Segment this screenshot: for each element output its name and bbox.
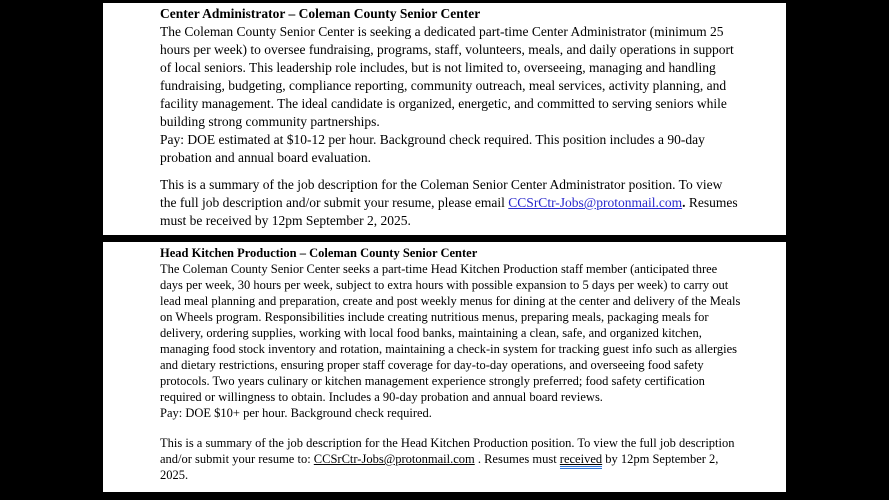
job-posting-head-kitchen-production bbox=[103, 242, 786, 492]
summary-paragraph bbox=[160, 435, 742, 483]
summary-paragraph bbox=[160, 176, 742, 230]
after-email-text: . bbox=[682, 195, 686, 210]
document-content bbox=[103, 3, 786, 230]
pay-line: Pay: DOE estimated at $10-12 per hour. Background check required. This position includes a 90-day probation and annual board evaluation. bbox=[160, 132, 705, 165]
document-content bbox=[103, 242, 786, 483]
after-email-text: . Resumes must bbox=[474, 452, 560, 466]
job-title: Center Administrator – Coleman County Senior Center bbox=[160, 6, 481, 21]
summary-tail-text: by 12pm September 2, 2025. bbox=[160, 452, 719, 482]
email-link[interactable]: CCSrCtr-Jobs@protonmail.com bbox=[508, 195, 683, 210]
email-link[interactable]: CCSrCtr-Jobs@protonmail.com bbox=[313, 452, 475, 466]
summary-intro-text: This is a summary of the job description for the Head Kitchen Production position. To view the full job description and/or submit your resume to: bbox=[160, 436, 735, 466]
job-posting-center-administrator bbox=[103, 3, 786, 235]
grammar-flagged-word: received bbox=[560, 452, 602, 469]
pay-line: Pay: DOE $10+ per hour. Background check required. bbox=[160, 406, 432, 420]
job-title: Head Kitchen Production – Coleman County Senior Center bbox=[160, 246, 478, 260]
summary-tail-text: Resumes must be received by 12pm September 2, 2025. bbox=[160, 195, 738, 228]
job-description: The Coleman County Senior Center is seeking a dedicated part-time Center Administrator (minimum 25 hours per week) to oversee fundraising, programs, staff, volunteers, meals, and daily operations in support of local seniors. This leadership role includes, but is not limited to, overseeing, managing and handling fundraising, budgeting, compliance reporting, community outreach, meal services, activity planning, and facility management. The ideal candidate is organized, energetic, and committed to serving seniors while building strong community partnerships. bbox=[160, 24, 734, 129]
job-description: The Coleman County Senior Center seeks a part-time Head Kitchen Production staff member (anticipated three days per week, 30 hours per week, subject to extra hours with possible expansion to 5 days per week) to carry out lead meal planning and preparation, create and post weekly menus for dining at the center and delivery of the Meals on Wheels program. Responsibilities include creating nutritious menus, preparing meals, packaging meals for delivery, ordering supplies, working with local food banks, maintaining a clean, safe, and organized kitchen, managing food stock inventory and rotation, maintaining a check-in system for tracking guest info such as allergies and dietary restrictions, ensuring proper staff coverage for day-to-day operations, and overseeing food safety protocols. Two years culinary or kitchen management experience strongly preferred; food safety certification required or willingness to obtain. Includes a 90-day probation and annual board reviews. bbox=[160, 262, 741, 404]
summary-intro-text: This is a summary of the job description for the Coleman Senior Center Administrator position. To view the full job description and/or submit your resume, please email bbox=[160, 177, 723, 210]
